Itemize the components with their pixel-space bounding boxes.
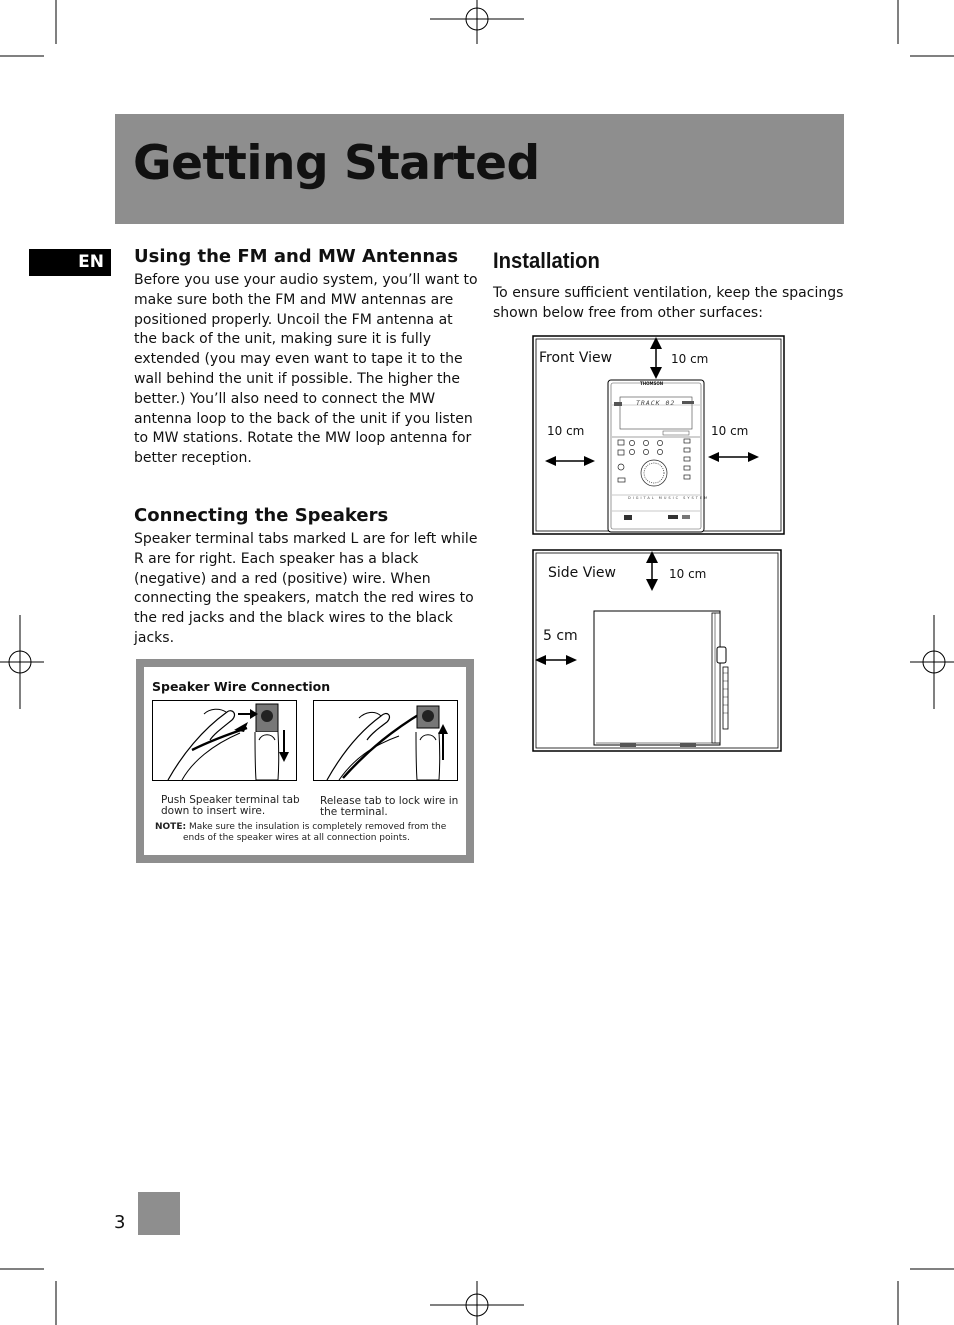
front-view-label: Front View xyxy=(539,350,613,366)
device-display: TRACK 02 xyxy=(636,399,676,407)
text-line: make sure both the FM and MW antennas are xyxy=(134,291,454,308)
speaker-wire-connection-box xyxy=(136,659,474,863)
caption-line: the terminal. xyxy=(320,806,388,818)
step2-caption xyxy=(320,796,458,818)
note-text: ends of the xyxy=(183,833,234,843)
page-marker xyxy=(138,1192,180,1235)
text-line: connecting the speakers, match the red wires to xyxy=(134,590,474,607)
front-top-spacing: 10 cm xyxy=(671,352,709,366)
push-tab-illustration xyxy=(152,700,298,782)
text-line: To ensure sufficient ventilation, keep the spacings xyxy=(493,285,844,301)
text-line: (negative) and a red (positive) wire. When xyxy=(134,570,431,587)
installation-text xyxy=(493,284,843,324)
release-tab-illustration xyxy=(313,700,459,782)
installation-heading: Installation xyxy=(493,248,600,273)
text-line: to MW stations. Rotate the MW loop antenna for xyxy=(134,430,472,447)
front-left-spacing: 10 cm xyxy=(547,424,585,438)
note-text: speaker wires at all connection points. xyxy=(236,833,410,843)
text-line: extended (you may even want to tape it to the xyxy=(134,351,463,368)
text-line: the red jacks and the black wires to the black xyxy=(134,610,453,627)
side-view-label: Side View xyxy=(548,565,616,581)
side-spacing: 5 cm xyxy=(543,628,578,644)
text-line: antenna loop to the back of the unit if you listen xyxy=(134,410,473,427)
text-line: the back of the unit, making sure it is fully xyxy=(134,331,431,348)
page-title: Getting Started xyxy=(133,136,540,191)
speakers-heading: Connecting the Speakers xyxy=(134,505,389,526)
text-line: Before you use your audio system, you’ll want to xyxy=(134,272,478,288)
caption-line: Release tab to lock wire in xyxy=(320,795,459,807)
antennas-heading: Using the FM and MW Antennas xyxy=(134,246,459,267)
caption-line: Push Speaker terminal tab xyxy=(161,794,300,806)
text-line: better.) You’ll also need to connect the MW xyxy=(134,390,436,407)
text-line: R are for right. Each speaker has a black xyxy=(134,550,419,567)
speakers-text xyxy=(134,530,477,649)
text-line: Speaker terminal tabs marked L are for left while xyxy=(134,531,478,547)
stereo-unit-side xyxy=(594,611,728,747)
text-line: jacks. xyxy=(134,629,175,646)
note-text: Make sure the insulation xyxy=(188,822,300,832)
text-line: positioned properly. Uncoil the FM antenna at xyxy=(134,311,453,328)
text-line: better reception. xyxy=(134,450,252,467)
device-brand: THOMSON xyxy=(640,381,664,386)
front-right-spacing: 10 cm xyxy=(711,424,749,438)
page-number: 3 xyxy=(114,1212,126,1233)
wire-connection-panel xyxy=(144,667,466,855)
antennas-text xyxy=(134,271,478,469)
step1-caption xyxy=(161,795,300,817)
caption-line: down to insert wire. xyxy=(161,805,266,817)
language-tab: EN xyxy=(29,249,111,276)
side-top-spacing: 10 cm xyxy=(669,567,707,581)
text-line: wall behind the unit if possible. The higher the xyxy=(134,370,461,387)
text-line: shown below free from other surfaces: xyxy=(493,304,763,321)
device-panel-text: DIGITAL MUSIC SYSTEM xyxy=(628,496,710,500)
note-text: is completely removed from the xyxy=(302,822,447,832)
note-label: NOTE: xyxy=(155,822,187,832)
wire-note xyxy=(155,822,460,844)
title-bar xyxy=(115,114,844,224)
wire-connection-title: Speaker Wire Connection xyxy=(152,679,331,694)
